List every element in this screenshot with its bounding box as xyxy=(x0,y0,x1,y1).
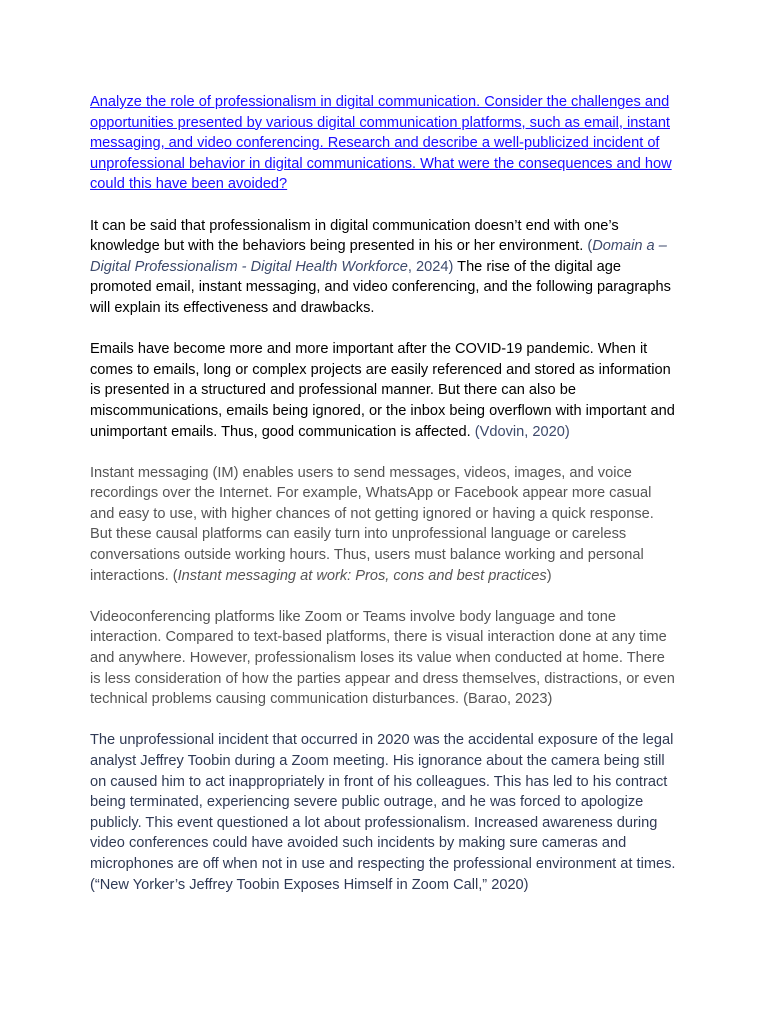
email-citation: (Vdovin, 2020) xyxy=(474,423,570,440)
im-cite-title: Instant messaging at work: Pros, cons and best practices xyxy=(177,567,547,584)
video-text: Videoconferencing platforms like Zoom or Teams involve body language and tone interaction. Compared to text-based platforms, there is visual interaction done at any time and anywhere. However, professionalism loses its value when conducted at home. There is less consideration of how the parties appear and dress themselves, distractions, or even technical problems causing communication disturbances. (Barao, 2023) xyxy=(90,608,675,708)
video-paragraph xyxy=(90,607,678,710)
document-body xyxy=(90,92,678,916)
intro-text-a: It can be said that professionalism in digital communication doesn’t end with one’s knowledge but with the behaviors being presented in his or her environment. xyxy=(90,217,619,255)
email-paragraph xyxy=(90,339,678,442)
im-cite-close: ) xyxy=(546,567,552,584)
incident-text: The unprofessional incident that occurred in 2020 was the accidental exposure of the legal analyst Jeffrey Toobin during a Zoom meeting. His ignorance about the camera being still on caused him to act inappropriately in front of his colleagues. This has led to his contract being terminated, experiencing severe public outrage, and he was forced to apologize publicly. This event questioned a lot about professionalism. Increased awareness during video conferences could have avoided such incidents by making sure cameras and microphones are off when not in use and respecting the professional environment at times. (“New Yorker’s Jeffrey Toobin Exposes Himself in Zoom Call,” 2020) xyxy=(90,732,676,893)
intro-cite-title: Domain a – Digital Professionalism - Digital Health Workforce xyxy=(90,238,667,275)
intro-cite-close: , 2024) xyxy=(407,258,454,275)
intro-cite-open: ( xyxy=(587,238,593,255)
email-text: Emails have become more and more important after the COVID-19 pandemic. When it comes to emails, long or complex projects are easily referenced and stored as information is presented in a structured and professional manner. But there can also be miscommunications, emails being ignored, or the inbox being overflown with important and unimportant emails. Thus, good communication is affected. xyxy=(90,341,675,440)
im-paragraph xyxy=(90,463,678,587)
im-text: Instant messaging (IM) enables users to send messages, videos, images, and voice recordings over the Internet. For example, WhatsApp or Facebook appear more casual and easy to use, with higher chances of not getting ignored or having a quick response. But these causal platforms can easily turn into unprofessional language or careless conversations outside working hours. Thus, users must balance working and personal interactions. ( xyxy=(90,464,654,584)
incident-paragraph xyxy=(90,730,678,895)
intro-text-b: The rise of the digital age promoted email, instant messaging, and video conferencing, and the following paragraphs will explain its effectiveness and drawbacks. xyxy=(90,258,671,316)
assignment-prompt-link[interactable]: Analyze the role of professionalism in digital communication. Consider the challenges and opportunities presented by various digital communication platforms, such as email, instant messaging, and video conferencing. Research and describe a well-publicized incident of unprofessional behavior in digital communications. What were the consequences and how could this have been avoided? xyxy=(90,94,672,193)
intro-paragraph xyxy=(90,216,678,319)
